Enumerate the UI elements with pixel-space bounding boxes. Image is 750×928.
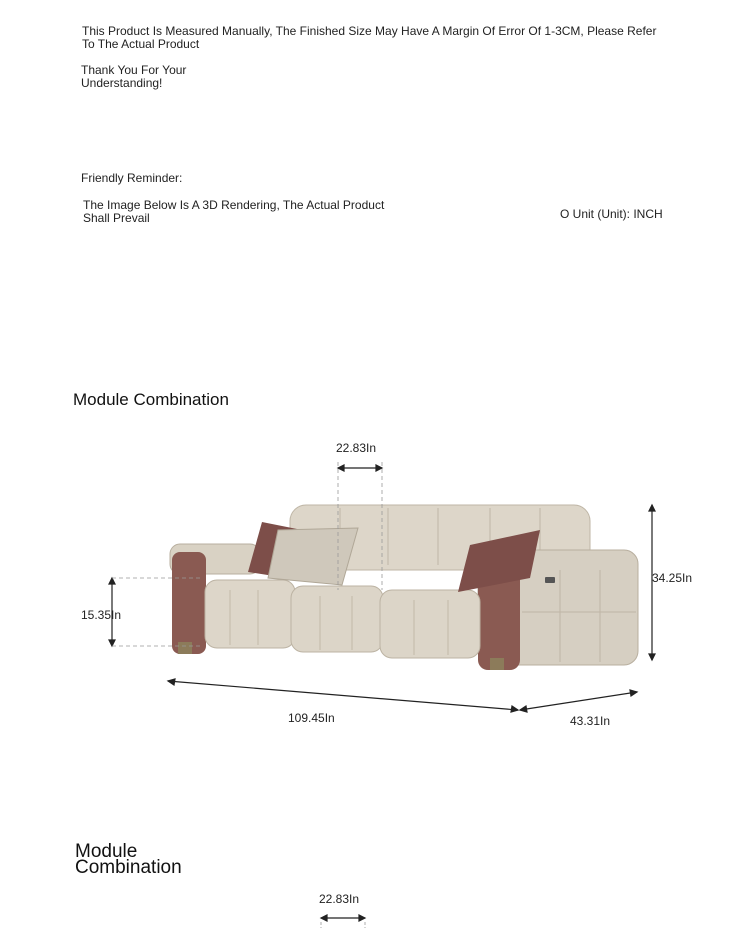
dim-depth: 43.31In (570, 714, 611, 728)
dim-seat-height: 15.35In (81, 608, 122, 622)
section-title: Module Combination (73, 390, 229, 409)
rendering-note: The Image Below Is A 3D Rendering, The Actual Product Shall Prevail (83, 198, 385, 225)
sofa-foot (178, 642, 192, 654)
dimension-lines-2 (321, 915, 365, 928)
sofa-seats (205, 580, 480, 658)
dim-module-width-2: 22.83In (319, 892, 360, 906)
sofa-foot (490, 658, 504, 670)
section-title-2: Module Combination (75, 841, 182, 878)
reminder-label: Friendly Reminder: (81, 171, 183, 185)
unit-label: O Unit (Unit): INCH (560, 207, 663, 221)
dim-height: 34.25In (652, 571, 693, 585)
dim-length: 109.45In (288, 711, 335, 725)
measure-note: This Product Is Measured Manually, The Finished Size May Have A Margin Of Error Of 1-3CM, Please Refer To The Actual Product (82, 24, 657, 51)
dim-module-width: 22.83In (336, 441, 377, 455)
thanks-note: Thank You For Your Understanding! (81, 63, 187, 90)
